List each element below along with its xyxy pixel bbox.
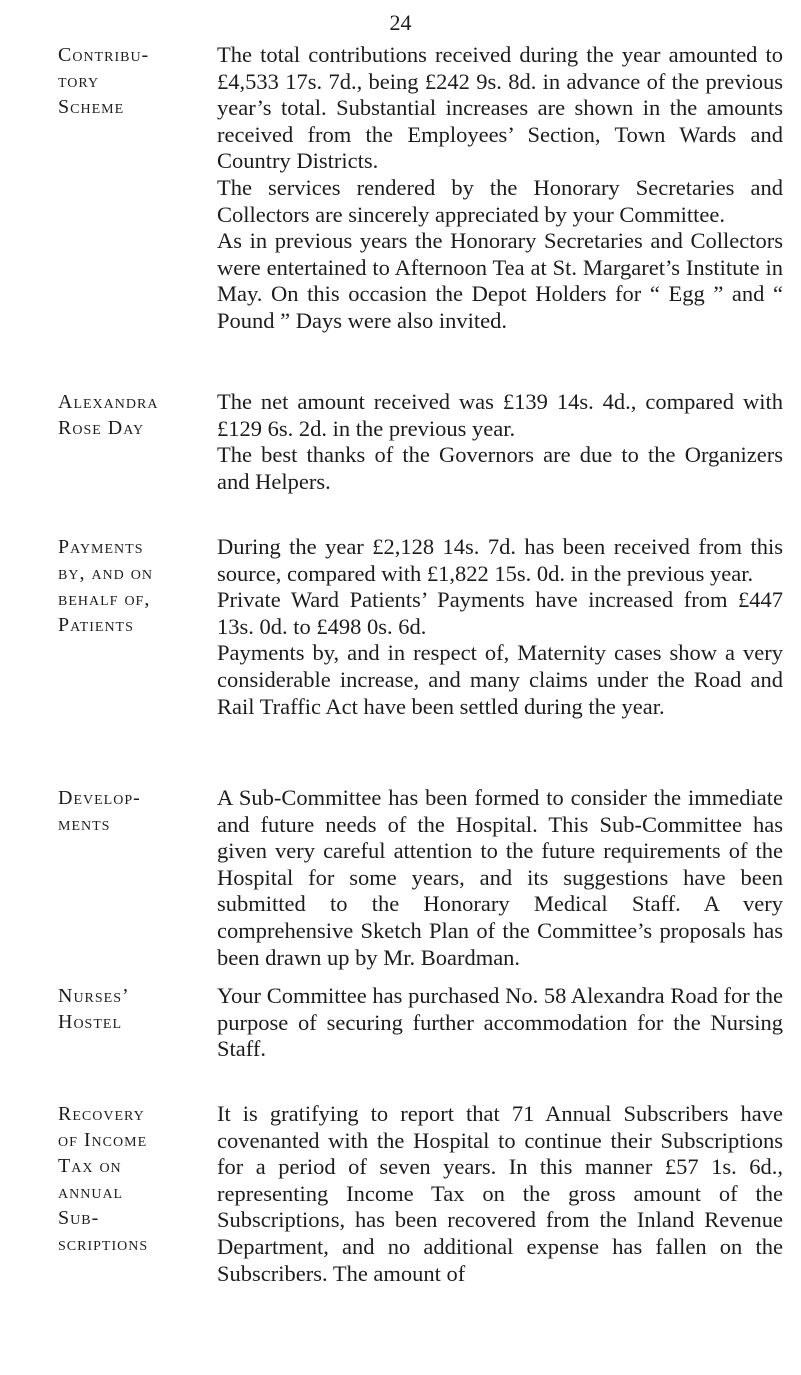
heading-line: Patients (58, 614, 134, 636)
paragraph: Your Committee has purchased No. 58 Alexandra Road for the purpose of securing further accommodation for the Nursing Staff. (217, 983, 783, 1062)
paragraph: The services rendered by the Honorary Secretaries and Collectors are sincerely appreciated by your Committee. (217, 174, 783, 227)
heading-line: scriptions (58, 1233, 149, 1255)
heading-line: ments (58, 813, 111, 835)
heading-line: Hostel (58, 1011, 122, 1033)
section-body (217, 534, 783, 720)
heading-line: Rose Day (58, 417, 145, 439)
section-body (217, 42, 783, 335)
heading-line: Contribu- (58, 44, 150, 66)
paragraph: The best thanks of the Governors are due to the Organizers and Helpers. (217, 442, 783, 494)
heading-line: of Income (58, 1129, 148, 1151)
paragraph: As in previous years the Honorary Secretaries and Collectors were entertained to Afternoon Tea at St. Margaret’s Institute in May. On this occasion the Depot Holders for “ Egg ” and “ Pound ” Days were also invited. (217, 228, 783, 333)
heading-line: Recovery (58, 1103, 145, 1125)
section-body (217, 983, 783, 1063)
paragraph: A Sub-Committee has been formed to consider the immediate and future needs of the Hospital. This Sub-Committee has given very careful attention to the future requirements of the Hospital for some years, and its suggestions have been submitted to the Honorary Medical Staff. A very comprehensive Sketch Plan of the Committee’s proposals has been drawn up by Mr. Boardman. (217, 785, 783, 970)
heading-line: Sub- (58, 1207, 100, 1229)
heading-line: behalf of, (58, 588, 151, 610)
paragraph: The net amount received was £139 14s. 4d., compared with £129 6s. 2d. in the previous year. (217, 389, 783, 441)
paragraph: Private Ward Patients’ Payments have increased from £447 13s. 0d. to £498 0s. 6d. (217, 587, 783, 639)
heading-line: Nurses’ (58, 985, 130, 1007)
heading-line: Alexandra (58, 391, 159, 413)
page-number: 24 (389, 10, 412, 35)
paragraph: It is gratifying to report that 71 Annual Subscribers have covenanted with the Hospital to continue their Subscriptions for a period of seven years. In this manner £57 1s. 6d., representing Income Tax on the gross amount of the Subscriptions, has been recovered from the Inland Revenue Department, and no additional expense has fallen on the Subscribers. The amount of (217, 1101, 783, 1286)
heading-line: Scheme (58, 96, 125, 118)
heading-line: Tax on (58, 1155, 122, 1177)
heading-line: tory (58, 70, 100, 92)
section-body (217, 389, 783, 495)
paragraph: During the year £2,128 14s. 7d. has been received from this source, compared with £1,822 15s. 0d. in the previous year. (217, 534, 783, 586)
heading-line: Develop- (58, 787, 141, 809)
section-body (217, 785, 783, 971)
heading-line: by, and on (58, 562, 153, 584)
heading-line: Payments (58, 536, 144, 558)
paragraph: Payments by, and in respect of, Maternity cases show a very considerable increase, and many claims under the Road and Rail Traffic Act have been settled during the year. (217, 640, 783, 719)
paragraph: The total contributions received during the year amounted to £4,533 17s. 7d., being £242 9s. 8d. in advance of the previous year’s total. Substantial increases are shown in the amounts received from the Employees’ Section, Town Wards and Country Districts. (217, 42, 783, 174)
heading-line: annual (58, 1181, 124, 1203)
section-body (217, 1101, 783, 1287)
